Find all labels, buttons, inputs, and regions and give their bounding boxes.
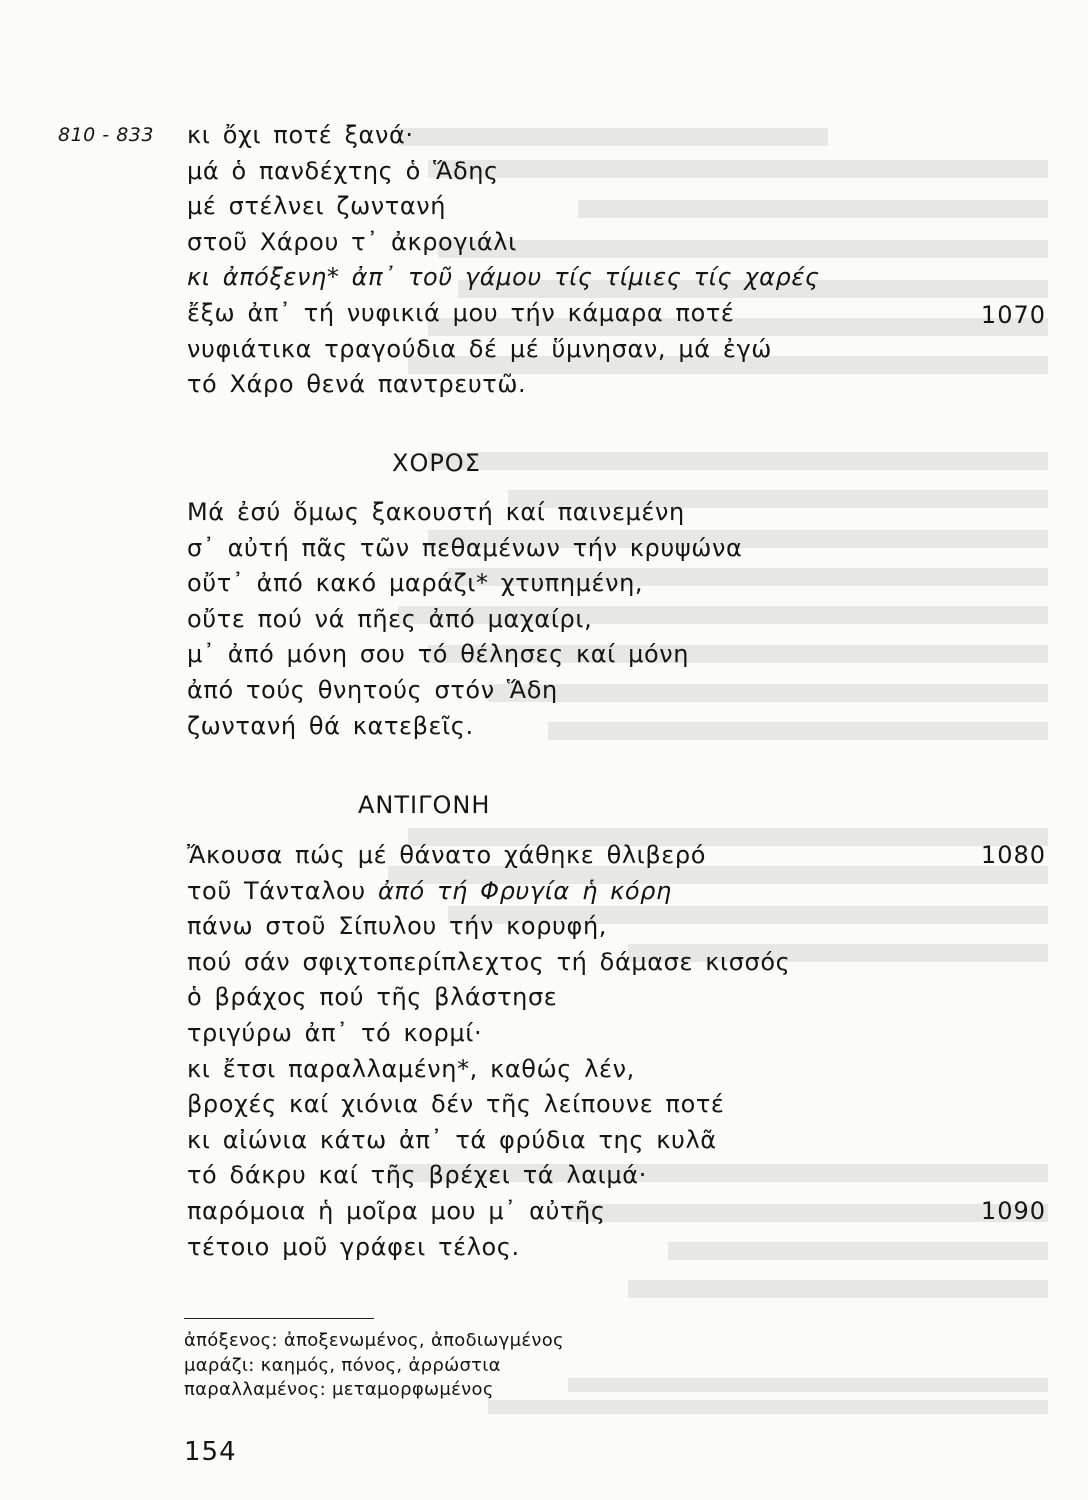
speaker-antigone: ΑΝΤΙΓΟΝΗ [358, 791, 491, 819]
verse-text: μέ στέλνει ζωντανή [187, 192, 447, 221]
verse-line [187, 711, 474, 741]
verse-line [187, 334, 772, 364]
verse-line [187, 1018, 482, 1048]
verse-text: τοῦ Τάνταλου [187, 876, 379, 905]
verse-line [187, 947, 790, 977]
verse-text: τέτοιο μοῦ γράφει τέλος. [187, 1232, 520, 1261]
verse-text: κι ἔτσι παραλλαμένη*, καθώς λέν, [187, 1054, 635, 1083]
verse-line [187, 497, 685, 527]
verse-text: στοῦ Χάρου τ᾽ ἀκρογιάλι [187, 227, 517, 256]
speaker-chorus: ΧΟΡΟΣ [392, 449, 481, 477]
verse-line [187, 840, 706, 870]
verse-line [187, 227, 517, 257]
verse-line [187, 876, 672, 906]
verse-line [187, 1089, 725, 1119]
verse-line [187, 604, 592, 634]
verse-text: μά ὁ πανδέχτης ὁ Ἅδης [187, 156, 499, 185]
verse-text: βροχές καί χιόνια δέν τῆς λείπουνε ποτέ [187, 1090, 725, 1119]
verse-line [187, 639, 689, 669]
line-range-reference: 810 - 833 [58, 124, 154, 146]
verse-text-italic: ἀπό τή Φρυγία ἡ κόρη [378, 876, 672, 905]
line-number: 1080 [980, 841, 1046, 869]
verse-text: ἔξω ἀπ᾽ τή νυφικιά μου τήν κάμαρα ποτέ [187, 299, 735, 327]
verse-line [187, 1125, 717, 1155]
verse-line [187, 911, 607, 941]
verse-text: οὔτ᾽ ἀπό κακό μαράζι* χτυπημένη, [187, 569, 644, 598]
verse-line [187, 533, 742, 563]
verse-text: ἀπό τούς θνητούς στόν Ἅδη [187, 676, 558, 704]
verse-text: νυφιάτικα τραγούδια δέ μέ ὕμνησαν, μά ἐγώ [187, 334, 772, 363]
verse-text: Μά ἐσύ ὅμως ξακουστή καί παινεμένη [187, 498, 685, 526]
verse-line [187, 156, 499, 186]
verse-text: τριγύρω ἀπ᾽ τό κορμί· [187, 1019, 483, 1047]
verse-line [187, 191, 446, 221]
verse-line [187, 298, 735, 328]
verse-line [187, 1054, 635, 1084]
verse-line [187, 982, 557, 1012]
line-number: 1090 [980, 1197, 1046, 1225]
footnote: ἀπόξενος: ἀποξενωμένος, ἀποδιωγμένος [184, 1330, 564, 1351]
verse-text: κι ὄχι ποτέ ξανά· [187, 121, 414, 149]
verse-line [187, 568, 643, 598]
verse-text: σ᾽ αὐτή πᾶς τῶν πεθαμένων τήν κρυψώνα [187, 533, 743, 562]
verse-line [187, 120, 414, 150]
footnote: μαράζι: καημός, πόνος, ἀρρώστια [184, 1355, 501, 1376]
verse-text: πάνω στοῦ Σίπυλου τήν κορυφή, [187, 912, 608, 941]
verse-line [187, 262, 820, 292]
footnote: παραλλαμένος: μεταμορφωμένος [184, 1379, 494, 1400]
verse-line [187, 1196, 606, 1226]
verse-text: παρόμοια ἡ μοῖρα μου μ᾽ αὐτῆς [187, 1197, 606, 1225]
page-number: 154 [184, 1437, 237, 1467]
verse-text: ζωντανή θά κατεβεῖς. [187, 711, 474, 740]
footnote-rule [184, 1318, 374, 1319]
verse-text: τό Χάρο θενά παντρευτῶ. [187, 370, 527, 399]
verse-line [187, 1160, 647, 1190]
verse-text: Ἄκουσα πώς μέ θάνατο χάθηκε θλιβερό [187, 841, 706, 869]
line-number: 1070 [980, 301, 1046, 329]
verse-line [187, 675, 558, 705]
verse-text-italic: κι ἀπόξενη* ἀπ᾽ τοῦ γάμου τίς τίμιες τίς χαρές [187, 263, 820, 292]
verse-text: πού σάν σφιχτοπερίπλεχτος τή δάμασε κισσός [187, 947, 791, 976]
verse-line [187, 1232, 520, 1262]
verse-text: τό δάκρυ καί τῆς βρέχει τά λαιμά· [187, 1161, 647, 1190]
verse-line [187, 369, 526, 399]
verse-text: κι αἰώνια κάτω ἀπ᾽ τά φρύδια της κυλᾶ [187, 1125, 717, 1154]
verse-text: οὔτε πού νά πῆες ἀπό μαχαίρι, [187, 604, 593, 633]
verse-text: ὁ βράχος πού τῆς βλάστησε [187, 983, 558, 1012]
verse-text: μ᾽ ἀπό μόνη σου τό θέλησες καί μόνη [187, 640, 690, 669]
